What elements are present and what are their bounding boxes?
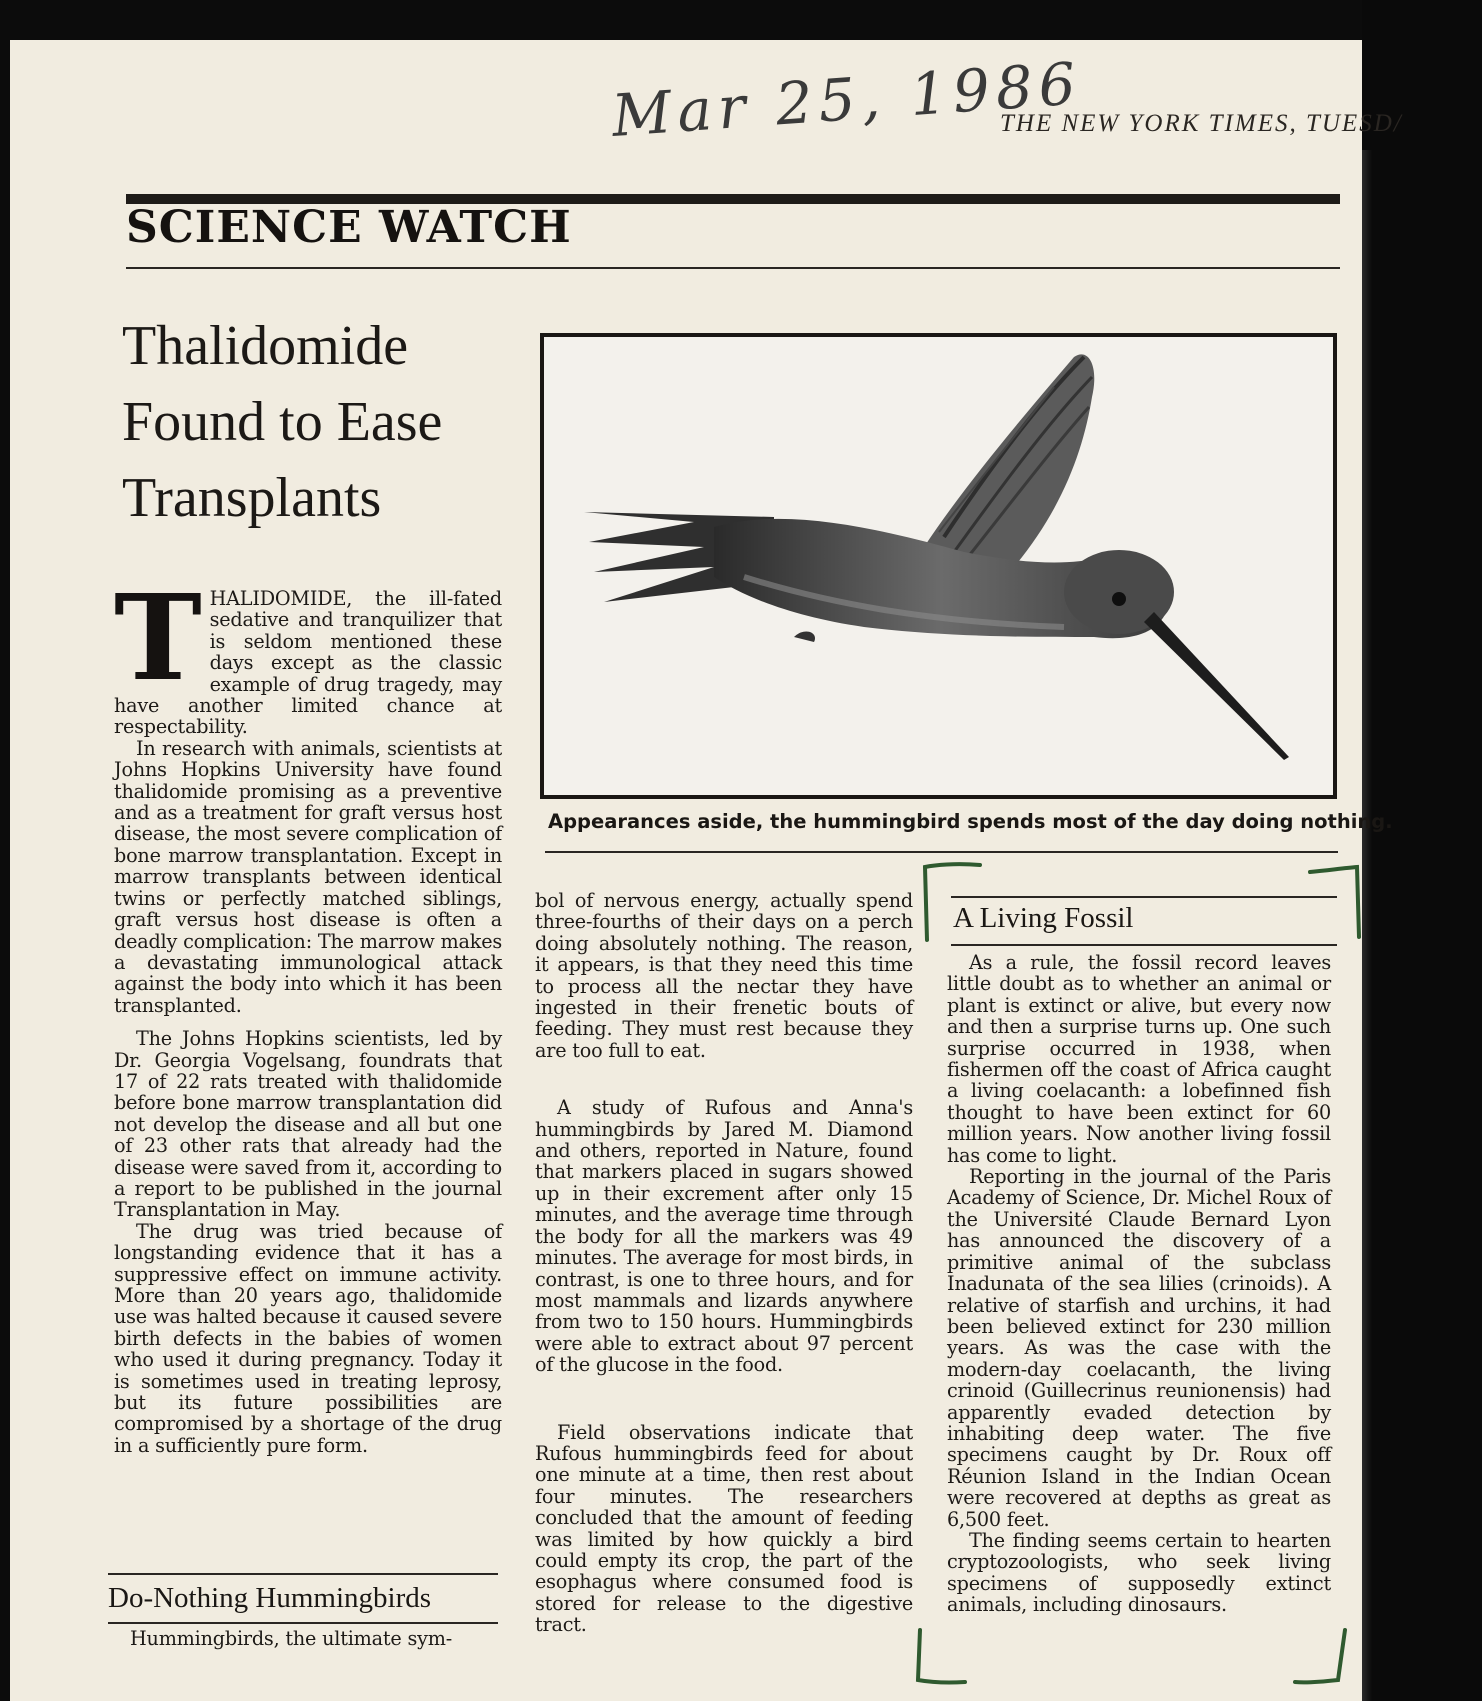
headline-line-2: Found to Ease (122, 391, 443, 453)
headline-line-1: Thalidomide (122, 315, 409, 377)
fossil-para-3: The finding seems certain to hearten cryptozoologists, who seek living specimens of supposedly extinct animals, including dinosaurs. (947, 1528, 1331, 1617)
subhead-bottom-rule (108, 1622, 498, 1624)
subhead-living-fossil: A Living Fossil (953, 902, 1134, 934)
paragraph-3: The Johns Hopkins scientists, led by Dr. Georgia Vogelsang, foundrats that 17 of 22 rats treated with thalidomide before bone marrow transplantation did not develop the disease and all but one of 23 other rats that already had the disease were saved from it, according to a report to be published in the journal Transplantation in May. (114, 1027, 502, 1222)
background-edge (1362, 0, 1482, 1701)
headline (122, 308, 522, 536)
article-thalidomide-body (114, 568, 502, 1457)
subhead-top-rule (108, 1573, 498, 1575)
hummingbird-para-start (108, 1628, 498, 1649)
section-bottom-rule (126, 267, 1340, 269)
fossil-para-2: Reporting in the journal of the Paris Academy of Science, Dr. Michel Roux of the Université Claude Bernard Lyon has announced the discovery of a primitive animal of the subclass Inadunata of the sea lilies (crinoids). A relative of starfish and urchins, it had been believed extinct for 230 million years. As was the case with the modern-day coelacanth, the living crinoid (Guillecrinus reunionensis) had apparently evaded detection by inhabiting deep water. The five specimens caught by Dr. Roux off Réunion Island in the Indian Ocean were recovered at depths as great as 6,500 feet. (947, 1165, 1331, 1531)
bracket-bottom-left (910, 1625, 980, 1695)
caption-rule (545, 851, 1338, 853)
headline-line-3: Transplants (122, 467, 382, 529)
paragraph-intro (114, 568, 502, 739)
fossil-top-rule (951, 896, 1337, 898)
handwritten-date: Mar 25, 1986 (609, 49, 1084, 150)
fossil-bottom-rule (951, 944, 1337, 946)
section-title: SCIENCE WATCH (126, 202, 572, 253)
drop-cap: T (114, 568, 202, 707)
paragraph-1-text: HALIDOMIDE, the ill-fated sedative and tranquilizer that is seldom mentioned these days except as the classic example of drug tragedy, may have another limited chance at respectability. (114, 587, 502, 739)
masthead: THE NEW YORK TIMES, TUESD/ (1000, 110, 1403, 137)
hummingbird-para-3: Field observations indicate that Rufous hummingbirds feed for about one minute at a time, then rest about four minutes. The researchers concluded that the amount of feeding was limited by how quickly a bird could empty its crop, the part of the esophagus where consumed food is stored for release to the digestive tract. (535, 1420, 913, 1637)
paragraph-2: In research with animals, scientists at Johns Hopkins University have found thalidomide promising as a preventive and as a treatment for graft versus host disease, the most severe complication of bone marrow transplantation. Except in marrow transplants between identical twins or perfectly matched siblings, graft versus host disease is often a deadly complication: The marrow makes a devastating immunological attack against the body into which it has been transplanted. (114, 736, 502, 1017)
bracket-bottom-right (1290, 1625, 1360, 1695)
hummingbird-photo (540, 333, 1337, 799)
article-living-fossil-body (947, 952, 1331, 1616)
article-hummingbirds-body (535, 890, 913, 1636)
hummingbird-image (544, 337, 1333, 795)
bracket-top-right (1305, 862, 1365, 942)
photo-caption: Appearances aside, the hummingbird spends most of the day doing nothing. (548, 810, 1393, 833)
hummingbird-para-2: A study of Rufous and Anna's hummingbirds by Jared M. Diamond and others, reported in Nature, found that markers placed in sugars showed up in their excrement after only 15 minutes, and the average time through the body for all the markers was 49 minutes. The average for most birds, in contrast, is one to three hours, and for most mammals and lizards anywhere from two to 150 hours. Hummingbirds were able to extract about 97 percent of the glucose in the food. (535, 1096, 913, 1377)
paragraph-4: The drug was tried because of longstanding evidence that it has a suppressive effect on immune activity. More than 20 years ago, thalidomide use was halted because it caused severe birth defects in the babies of women who used it during pregnancy. Today it is sometimes used in treating leprosy, but its future possibilities are compromised by a shortage of the drug in a sufficiently pure form. (114, 1219, 502, 1457)
fossil-para-1: As a rule, the fossil record leaves little doubt as to whether an animal or plant is extinct or alive, but every now and then a surprise turns up. One such surprise occurred in 1938, when fishermen off the coast of Africa caught a living coelacanth: a lobefinned fish thought to have been extinct for 60 million years. Now another living fossil has come to light. (947, 951, 1331, 1167)
hummingbird-para-1-start: Hummingbirds, the ultimate sym- (130, 1627, 453, 1650)
bracket-top-left (915, 855, 995, 945)
subhead-hummingbirds: Do-Nothing Hummingbirds (108, 1582, 432, 1614)
hummingbird-para-1-cont: bol of nervous energy, actually spend three-fourths of their days on a perch doing absolutely nothing. The reason, it appears, is that they need this time to process all the nectar they have ingested in their frenetic bouts of feeding. They must rest because they are too full to eat. (535, 889, 913, 1062)
